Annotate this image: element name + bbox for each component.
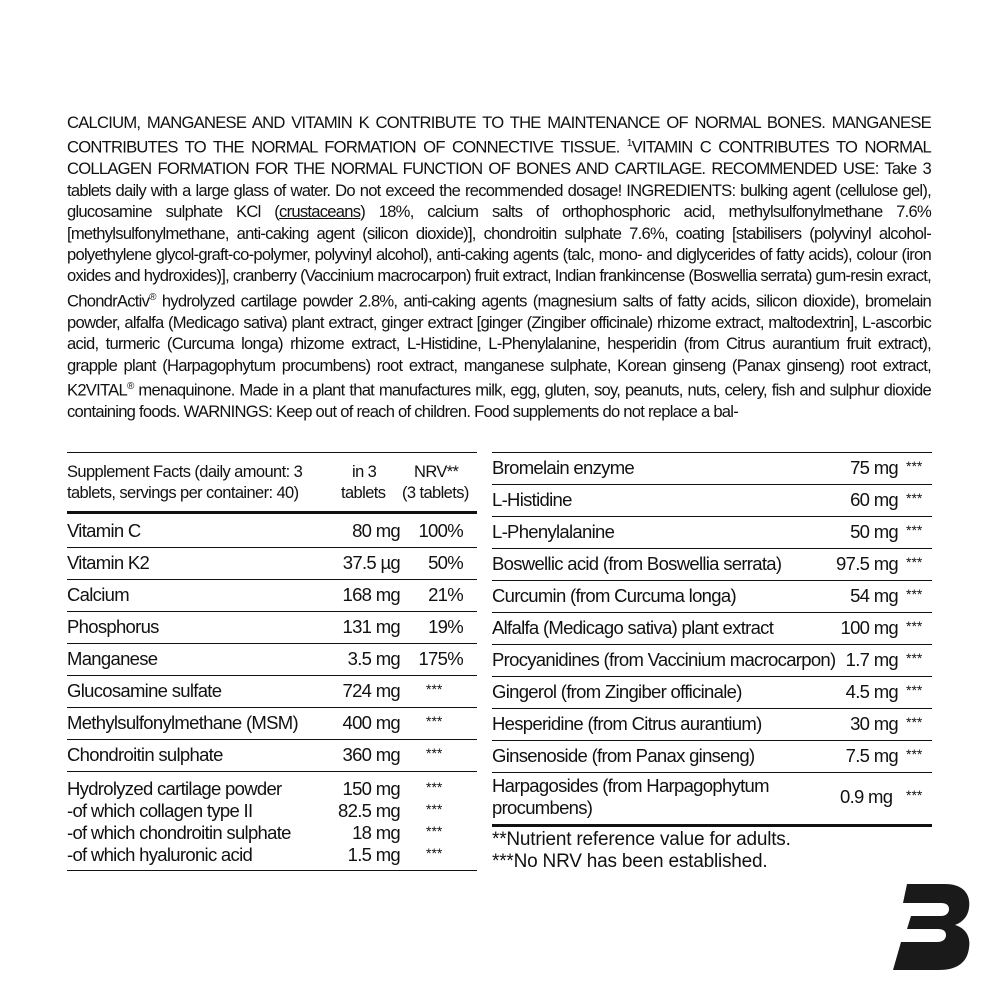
row-nrv: *** <box>426 681 443 697</box>
row-name: -of which collagen type II <box>67 800 253 821</box>
row-divider <box>67 547 477 548</box>
row-amount: 131 mg <box>342 616 400 637</box>
brand-logo <box>893 882 973 972</box>
row-nrv: *** <box>906 586 923 602</box>
header-name-line2: tablets, servings per container: 40) <box>67 484 299 502</box>
row-nrv: *** <box>906 618 923 634</box>
row-divider <box>492 516 932 517</box>
row-name: Phosphorus <box>67 616 159 637</box>
row-amount: 82.5 mg <box>338 800 400 821</box>
row-amount: 100 mg <box>840 617 898 638</box>
row-divider <box>67 771 477 772</box>
row-name: Boswellic acid (from Boswellia serrata) <box>492 553 782 574</box>
row-nrv: *** <box>906 522 923 538</box>
table-top-rule <box>492 452 932 453</box>
row-name: L-Phenylalanine <box>492 521 615 542</box>
row-divider <box>492 484 932 485</box>
header-name-line1: Supplement Facts (daily amount: 3 <box>67 463 303 481</box>
row-nrv: *** <box>906 714 923 730</box>
product-description: CALCIUM, MANGANESE AND VITAMIN K CONTRIBUTE TO THE MAINTENANCE OF NORMAL BONES. MANGANESE CONTRIBUTES TO THE NORMAL FORMATION OF CONNECTIVE TISSUE. $^1$VITAMIN C CONTRIBUTES TO NORMAL COLLAGEN FORMATION FOR THE NORMAL FUNCTION OF BONES AND CARTILAGE. RECOMMENDED USE: Take 3 tablets daily with a large glass of water. Do not exceed the recommended dosage! INGREDIENTS: bulking agent (cellulose gel), glucosamine sulphate KCl (crustaceans) 18%, calcium salts of orthophosphoric acid, methylsulfonylmethane 7.6% [methylsulfonylmethane, anti-caking agent (silicon dioxide)], chondroitin sulphate 7.6%, coating [stabilisers (polyvinyl alcohol-polyethylene glycol-graft-co-polymer, polyvinyl alcohol), anti-caking agents (talc, mono- and diglycerides of fatty acids), colour (iron oxides and hydroxides)], cranberry (Vaccinium macrocarpon) fruit extract, Indian frankincense (Boswellia serrata) gum-resin exract, ChondrActiv® hydrolyzed cartilage powder 2.8%, anti-caking agents (magnesium salts of fatty acids, silicon dioxide), bromelain powder, alfalfa (Medicago sativa) plant extract, ginger extract [ginger (Zingiber officinale) rhizome extract, maltodextrin], L-ascorbic acid, turmeric (Curcuma longa) rhizome extract, L-Histidine, L-Phenylalanine, hesperidin (from Citrus aurantium fruit extract), grapple plant (Harpagophytum procumbens) root extract, manganese sulphate, Korean ginseng (Panax ginseng) root extract, K2VITAL® menaquinone. Made in a plant that manufactures milk, egg, gluten, soy, peanuts, nuts, celery, fish and sulphur dioxide containing foods. WARNINGS: Keep out of reach of children. Food supplements do not replace a bal- <box>67 113 931 421</box>
row-amount: 400 mg <box>342 712 400 733</box>
row-amount: 60 mg <box>850 489 898 510</box>
row-name: Chondroitin sulphate <box>67 744 223 765</box>
row-nrv: *** <box>906 787 923 803</box>
row-nrv: *** <box>426 779 443 795</box>
row-nrv: 19% <box>428 616 463 637</box>
row-divider <box>67 739 477 740</box>
row-nrv: *** <box>426 823 443 839</box>
row-amount: 360 mg <box>342 744 400 765</box>
row-amount: 1.5 mg <box>347 844 400 865</box>
row-amount: 75 mg <box>850 457 898 478</box>
no-nrv-footnote: ***No NRV has been established. <box>492 851 768 872</box>
nrv-footnote: **Nutrient reference value for adults. <box>492 829 791 850</box>
row-nrv: *** <box>906 682 923 698</box>
row-amount: 4.5 mg <box>845 681 898 702</box>
row-nrv: *** <box>906 554 923 570</box>
header-nrv-line2: (3 tablets) <box>402 484 469 502</box>
header-rule <box>67 511 477 514</box>
row-name: Harpagosides (from Harpagophytum <box>492 775 769 796</box>
row-divider <box>67 579 477 580</box>
row-nrv: *** <box>906 490 923 506</box>
row-divider <box>67 707 477 708</box>
header-amount-line1: in 3 <box>352 463 377 481</box>
row-divider <box>492 676 932 677</box>
row-amount: 168 mg <box>342 584 400 605</box>
row-name: Ginsenoside (from Panax ginseng) <box>492 745 755 766</box>
row-nrv: *** <box>906 650 923 666</box>
table-bottom-rule <box>492 824 932 827</box>
row-nrv: 100% <box>418 520 463 541</box>
row-nrv: 175% <box>418 648 463 669</box>
row-amount: 724 mg <box>342 680 400 701</box>
row-amount: 0.9 mg <box>840 786 893 807</box>
row-amount: 97.5 mg <box>836 553 898 574</box>
row-nrv: *** <box>426 845 443 861</box>
row-name: L-Histidine <box>492 489 572 510</box>
row-amount: 50 mg <box>850 521 898 542</box>
row-amount: 7.5 mg <box>845 745 898 766</box>
row-name: Hydrolyzed cartilage powder <box>67 778 282 799</box>
row-name: procumbens) <box>492 797 593 818</box>
row-name: Calcium <box>67 584 129 605</box>
row-name: Bromelain enzyme <box>492 457 635 478</box>
row-divider <box>492 708 932 709</box>
row-divider <box>492 612 932 613</box>
header-nrv-line1: NRV** <box>414 463 459 481</box>
row-nrv: 21% <box>428 584 463 605</box>
row-divider <box>492 548 932 549</box>
row-name: Vitamin C <box>67 520 141 541</box>
row-amount: 150 mg <box>342 778 400 799</box>
row-name: Gingerol (from Zingiber officinale) <box>492 681 742 702</box>
row-name: Hesperidine (from Citrus aurantium) <box>492 713 762 734</box>
table-top-rule <box>67 452 477 453</box>
row-divider <box>67 643 477 644</box>
header-amount-line2: tablets <box>341 484 386 502</box>
row-divider <box>492 772 932 773</box>
row-nrv: *** <box>426 801 443 817</box>
row-amount: 1.7 mg <box>845 649 898 670</box>
row-amount: 37.5 µg <box>342 552 400 573</box>
row-name: Manganese <box>67 648 158 669</box>
row-name: Glucosamine sulfate <box>67 680 222 701</box>
row-name: Curcumin (from Curcuma longa) <box>492 585 736 606</box>
table-bottom-rule <box>67 870 477 871</box>
row-amount: 18 mg <box>352 822 400 843</box>
row-nrv: *** <box>426 713 443 729</box>
row-amount: 54 mg <box>850 585 898 606</box>
row-name: Vitamin K2 <box>67 552 150 573</box>
row-divider <box>492 580 932 581</box>
row-name: -of which hyaluronic acid <box>67 844 253 865</box>
row-divider <box>67 675 477 676</box>
row-amount: 80 mg <box>352 520 400 541</box>
row-nrv: *** <box>906 746 923 762</box>
row-name: Procyanidines (from Vaccinium macrocarpon) <box>492 649 836 670</box>
row-divider <box>492 644 932 645</box>
row-name: -of which chondroitin sulphate <box>67 822 291 843</box>
row-nrv: 50% <box>428 552 463 573</box>
row-nrv: *** <box>426 745 443 761</box>
row-amount: 3.5 mg <box>347 648 400 669</box>
row-amount: 30 mg <box>850 713 898 734</box>
row-name: Alfalfa (Medicago sativa) plant extract <box>492 617 774 638</box>
row-divider <box>492 740 932 741</box>
row-name: Methylsulfonylmethane (MSM) <box>67 712 298 733</box>
row-divider <box>67 611 477 612</box>
row-nrv: *** <box>906 458 923 474</box>
